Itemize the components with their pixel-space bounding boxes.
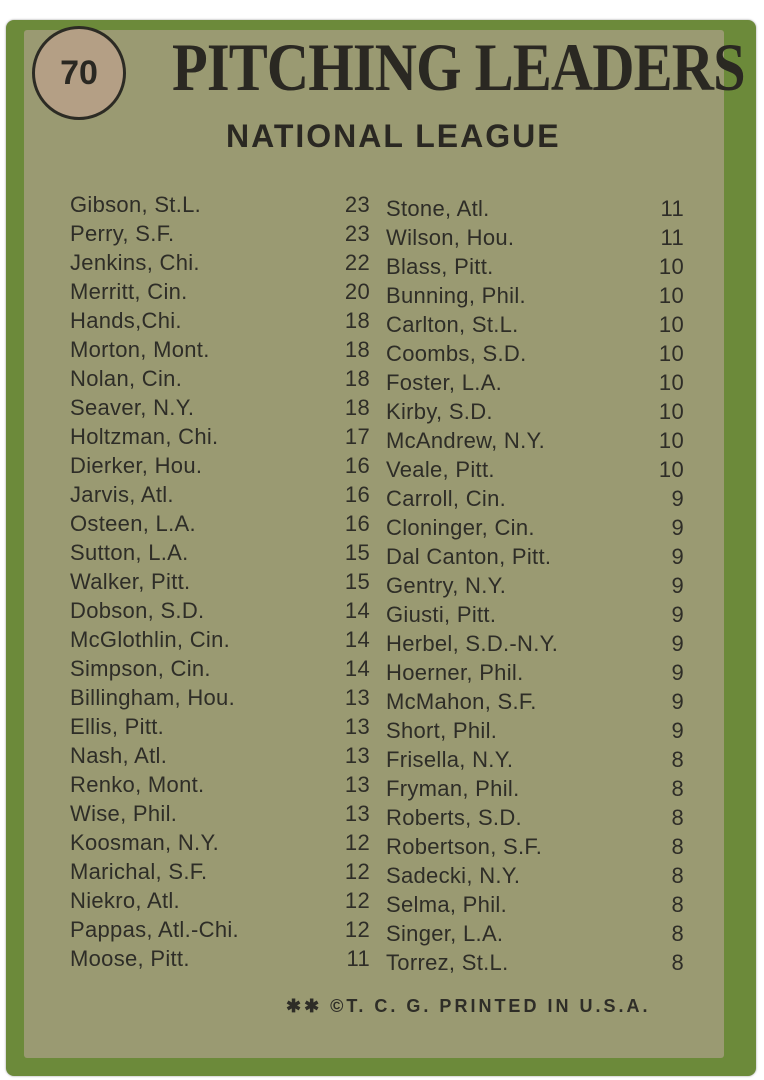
win-count: 9 — [671, 515, 684, 540]
win-count: 12 — [344, 830, 370, 855]
leader-row — [386, 716, 684, 745]
pitcher-name: Gentry, N.Y. — [386, 573, 507, 598]
win-count: 9 — [671, 544, 684, 569]
card-title: PITCHING LEADERS — [172, 29, 745, 105]
pitcher-name: Pappas, Atl.-Chi. — [70, 917, 239, 942]
right-leaders-list — [386, 194, 684, 977]
pitcher-name: Kirby, S.D. — [386, 399, 493, 424]
win-count: 10 — [658, 457, 684, 482]
leader-row — [386, 310, 684, 339]
win-count: 16 — [344, 453, 370, 478]
pitcher-name: McAndrew, N.Y. — [386, 428, 546, 453]
leader-row — [386, 890, 684, 919]
win-count: 17 — [344, 424, 370, 449]
pitcher-name: Merritt, Cin. — [70, 279, 188, 304]
win-count: 8 — [671, 863, 684, 888]
pitcher-name: Niekro, Atl. — [70, 888, 180, 913]
win-count: 12 — [344, 917, 370, 942]
win-count: 9 — [671, 689, 684, 714]
win-count: 14 — [344, 627, 370, 652]
pitcher-name: Moose, Pitt. — [70, 946, 190, 971]
win-count: 16 — [344, 482, 370, 507]
pitcher-name: Robertson, S.F. — [386, 834, 543, 859]
pitcher-name: Foster, L.A. — [386, 370, 503, 395]
leader-row — [386, 339, 684, 368]
leader-row — [70, 393, 370, 422]
win-count: 16 — [344, 511, 370, 536]
win-count: 14 — [344, 598, 370, 623]
leader-row — [70, 219, 370, 248]
leader-row — [386, 803, 684, 832]
pitcher-name: Hoerner, Phil. — [386, 660, 524, 685]
pitcher-name: Renko, Mont. — [70, 772, 205, 797]
win-count: 20 — [344, 279, 370, 304]
leader-row — [386, 368, 684, 397]
win-count: 12 — [344, 888, 370, 913]
win-count: 18 — [344, 366, 370, 391]
pitcher-name: McMahon, S.F. — [386, 689, 537, 714]
win-count: 13 — [344, 714, 370, 739]
win-count: 12 — [344, 859, 370, 884]
pitcher-name: Frisella, N.Y. — [386, 747, 514, 772]
leader-row — [386, 194, 684, 223]
leader-row — [70, 277, 370, 306]
win-count: 11 — [660, 225, 684, 250]
leader-row — [386, 832, 684, 861]
pitcher-name: Coombs, S.D. — [386, 341, 527, 366]
leader-row — [386, 484, 684, 513]
leader-row — [70, 741, 370, 770]
win-count: 10 — [658, 283, 684, 308]
left-leaders-list — [70, 190, 370, 973]
pitcher-name: McGlothlin, Cin. — [70, 627, 231, 652]
pitcher-name: Ellis, Pitt. — [70, 714, 165, 739]
pitcher-name: Billingham, Hou. — [70, 685, 235, 710]
leader-row — [70, 538, 370, 567]
pitcher-name: Carroll, Cin. — [386, 486, 507, 511]
win-count: 9 — [671, 573, 684, 598]
pitcher-name: Torrez, St.L. — [386, 950, 509, 975]
leader-row — [386, 252, 684, 281]
pitcher-name: Wise, Phil. — [70, 801, 178, 826]
leader-row — [386, 513, 684, 542]
win-count: 13 — [344, 772, 370, 797]
leader-row — [386, 571, 684, 600]
win-count: 11 — [346, 946, 370, 971]
leader-row — [70, 654, 370, 683]
leader-row — [70, 828, 370, 857]
leader-row — [70, 567, 370, 596]
win-count: 22 — [344, 250, 370, 275]
card-subtitle: NATIONAL LEAGUE — [226, 118, 561, 154]
win-count: 23 — [344, 192, 370, 217]
leader-row — [70, 712, 370, 741]
leader-row — [386, 426, 684, 455]
leader-row — [70, 625, 370, 654]
pitcher-name: Walker, Pitt. — [70, 569, 191, 594]
win-count: 14 — [344, 656, 370, 681]
leader-row — [70, 422, 370, 451]
leader-row — [70, 886, 370, 915]
leader-row — [386, 223, 684, 252]
win-count: 11 — [660, 196, 684, 221]
leader-row — [386, 861, 684, 890]
win-count: 9 — [671, 631, 684, 656]
pitcher-name: Giusti, Pitt. — [386, 602, 497, 627]
pitcher-name: Veale, Pitt. — [386, 457, 495, 482]
pitcher-name: Roberts, S.D. — [386, 805, 522, 830]
leader-row — [386, 600, 684, 629]
win-count: 18 — [344, 308, 370, 333]
pitcher-name: Carlton, St.L. — [386, 312, 519, 337]
leader-row — [70, 480, 370, 509]
pitcher-name: Short, Phil. — [386, 718, 498, 743]
pitcher-name: Morton, Mont. — [70, 337, 210, 362]
pitcher-name: Marichal, S.F. — [70, 859, 208, 884]
win-count: 8 — [671, 950, 684, 975]
leader-row — [70, 770, 370, 799]
pitcher-name: Nash, Atl. — [70, 743, 168, 768]
pitcher-name: Seaver, N.Y. — [70, 395, 195, 420]
pitcher-name: Singer, L.A. — [386, 921, 504, 946]
win-count: 10 — [658, 428, 684, 453]
pitcher-name: Selma, Phil. — [386, 892, 507, 917]
pitcher-name: Dierker, Hou. — [70, 453, 203, 478]
leader-row — [70, 248, 370, 277]
win-count: 13 — [344, 685, 370, 710]
win-count: 8 — [671, 776, 684, 801]
win-count: 8 — [671, 834, 684, 859]
leader-row — [386, 687, 684, 716]
pitcher-name: Gibson, St.L. — [70, 192, 202, 217]
leader-row — [386, 745, 684, 774]
leader-row — [386, 281, 684, 310]
win-count: 15 — [344, 569, 370, 594]
win-count: 9 — [671, 602, 684, 627]
leader-row — [386, 774, 684, 803]
win-count: 18 — [344, 337, 370, 362]
win-count: 8 — [671, 892, 684, 917]
win-count: 10 — [658, 370, 684, 395]
leader-row — [386, 919, 684, 948]
win-count: 8 — [671, 747, 684, 772]
win-count: 9 — [671, 718, 684, 743]
pitcher-name: Fryman, Phil. — [386, 776, 520, 801]
pitcher-name: Wilson, Hou. — [386, 225, 515, 250]
win-count: 10 — [658, 399, 684, 424]
leader-row — [70, 857, 370, 886]
leader-row — [70, 596, 370, 625]
pitcher-name: Bunning, Phil. — [386, 283, 526, 308]
leader-row — [70, 799, 370, 828]
pitcher-name: Sadecki, N.Y. — [386, 863, 521, 888]
pitcher-name: Koosman, N.Y. — [70, 830, 220, 855]
win-count: 13 — [344, 743, 370, 768]
pitcher-name: Hands,Chi. — [70, 308, 182, 333]
pitcher-name: Stone, Atl. — [386, 196, 490, 221]
pitcher-name: Dal Canton, Pitt. — [386, 544, 552, 569]
leader-row — [70, 190, 370, 219]
leader-row — [70, 915, 370, 944]
leader-row — [70, 306, 370, 335]
leader-row — [70, 509, 370, 538]
pitcher-name: Perry, S.F. — [70, 221, 175, 246]
win-count: 9 — [671, 660, 684, 685]
win-count: 18 — [344, 395, 370, 420]
win-count: 8 — [671, 921, 684, 946]
pitcher-name: Simpson, Cin. — [70, 656, 211, 681]
copyright-footer: ✱✱ ©T. C. G. PRINTED IN U.S.A. — [286, 996, 651, 1016]
pitcher-name: Blass, Pitt. — [386, 254, 494, 279]
leader-row — [386, 397, 684, 426]
leader-row — [70, 944, 370, 973]
pitcher-name: Herbel, S.D.-N.Y. — [386, 631, 559, 656]
pitcher-name: Osteen, L.A. — [70, 511, 196, 536]
win-count: 13 — [344, 801, 370, 826]
pitcher-name: Nolan, Cin. — [70, 366, 183, 391]
win-count: 10 — [658, 312, 684, 337]
pitcher-name: Holtzman, Chi. — [70, 424, 219, 449]
leader-row — [386, 455, 684, 484]
win-count: 23 — [344, 221, 370, 246]
leader-row — [70, 335, 370, 364]
leader-row — [70, 364, 370, 393]
card-number: 70 — [60, 53, 98, 92]
pitcher-name: Jarvis, Atl. — [70, 482, 174, 507]
win-count: 15 — [344, 540, 370, 565]
pitcher-name: Cloninger, Cin. — [386, 515, 535, 540]
leader-row — [386, 658, 684, 687]
leader-row — [70, 451, 370, 480]
pitcher-name: Jenkins, Chi. — [70, 250, 200, 275]
card-number-badge — [32, 26, 126, 120]
win-count: 10 — [658, 341, 684, 366]
win-count: 8 — [671, 805, 684, 830]
leader-row — [70, 683, 370, 712]
leader-row — [386, 542, 684, 571]
pitcher-name: Dobson, S.D. — [70, 598, 205, 623]
win-count: 9 — [671, 486, 684, 511]
leader-row — [386, 629, 684, 658]
win-count: 10 — [658, 254, 684, 279]
leader-row — [386, 948, 684, 977]
pitcher-name: Sutton, L.A. — [70, 540, 189, 565]
